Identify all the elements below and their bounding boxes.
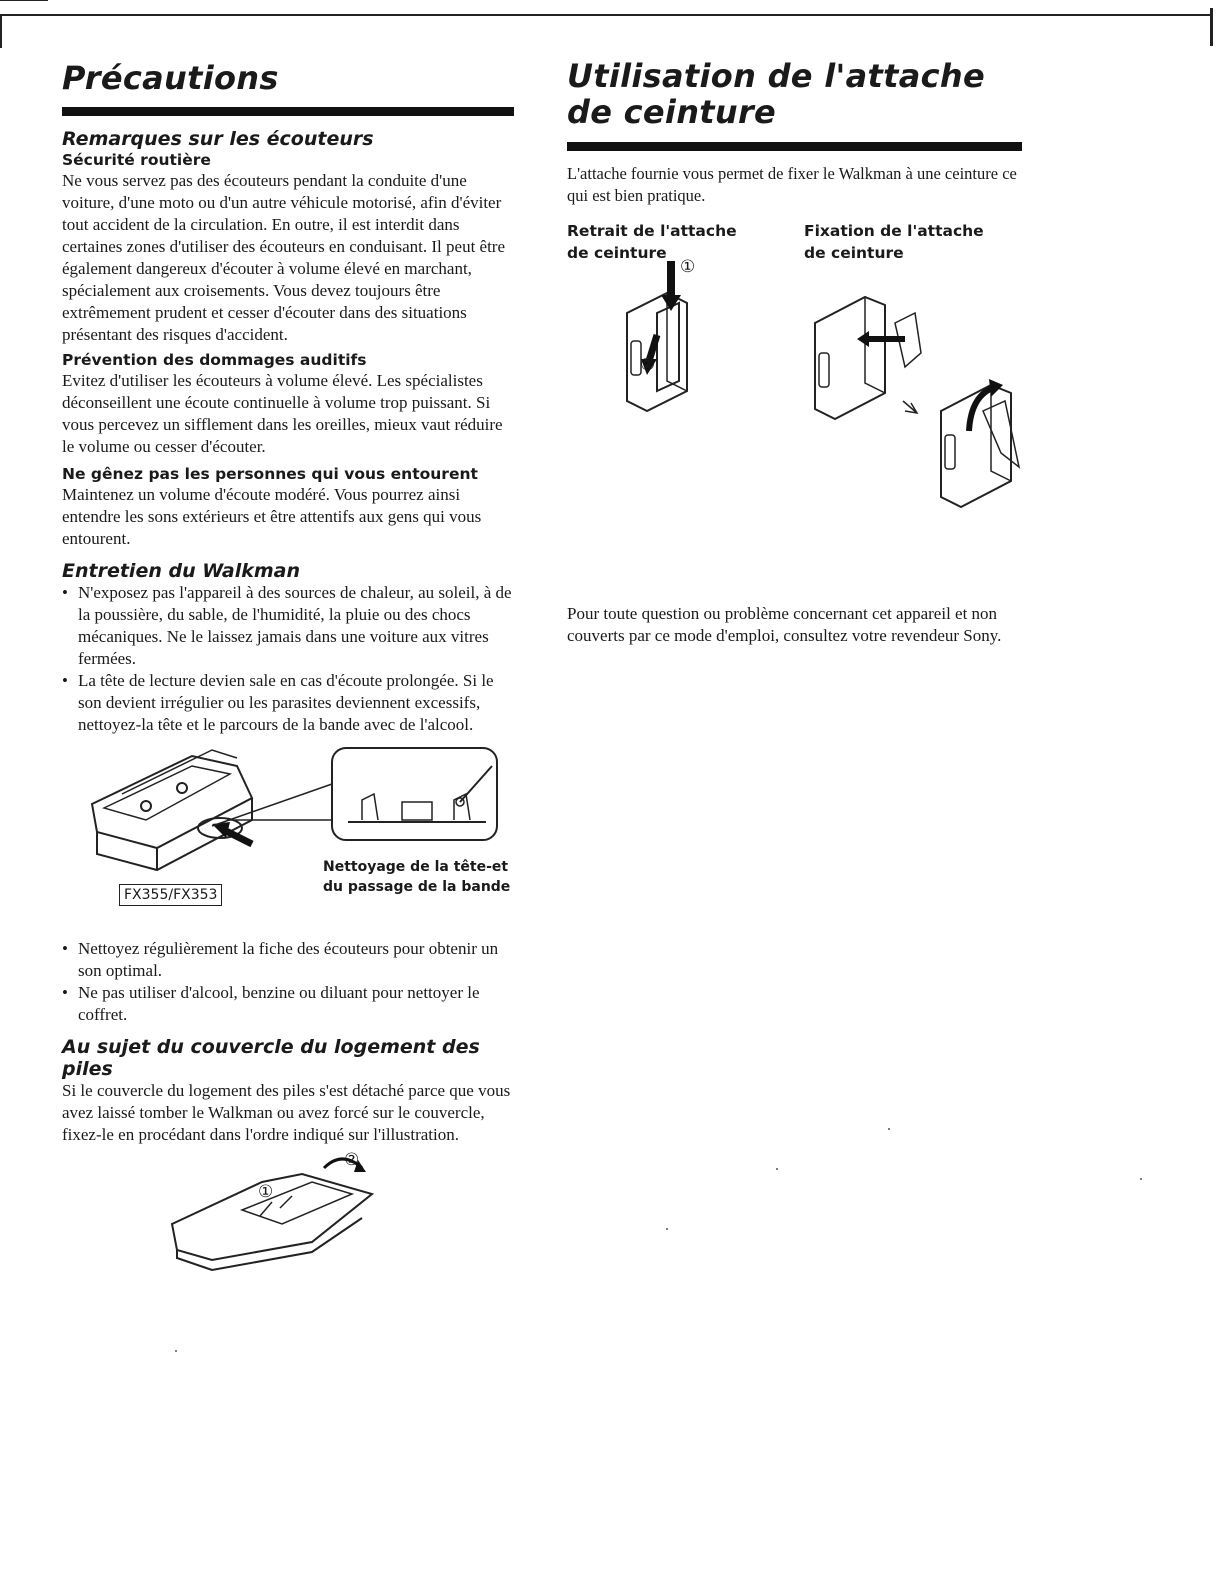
others-heading: Ne gênez pas les personnes qui vous entourent: [62, 465, 478, 483]
road-safety-text: Ne vous servez pas des écouteurs pendant la conduite d'une voiture, d'une moto ou d'un autre véhicule motorisé, afin d'éviter tout accident de la circulation. En outre, il est interdit dans certaines zones d'utiliser des écouteurs en conduisant. Il peut être également dangereux d'écouter à volume élevé en marchant, spécialement aux croisements. Vous devez toujours être extrêmement prudent et cesser d'écouter dans des situations présentant des risques d'accident.: [62, 171, 506, 344]
remove-heading-line2: de ceinture: [567, 244, 667, 262]
hearing-heading: Prévention des dommages auditifs: [62, 351, 367, 369]
battery-cover-heading: Au sujet du couvercle du logement des piles: [62, 1036, 480, 1080]
road-safety-heading: Sécurité routière: [62, 151, 211, 169]
figure-caption-line2: du passage de la bande: [323, 879, 511, 895]
maintenance-heading: Entretien du Walkman: [62, 560, 300, 582]
page-title-belt-clip-line1: Utilisation de l'attache: [567, 57, 985, 95]
others-text: Maintenez un volume d'écoute modéré. Vous pourrez ainsi entendre les sons extérieurs et être attentifs aux gens qui vous entourent.: [62, 485, 482, 548]
clip-attach-illustration-2: [935, 371, 1025, 521]
frame-top-rule: [0, 14, 1212, 16]
battery-cover-text: Si le couvercle du logement des piles s'est détaché parce que vous avez laissé tomber le Walkman ou avez forcé sur le couvercle, fixez-le en procédant dans l'ordre indiqué sur l'illustration.: [62, 1081, 511, 1144]
title-rule: [567, 142, 1022, 151]
list-item: • Nettoyez régulièrement la fiche des écouteurs pour obtenir un son optimal.: [62, 938, 514, 982]
list-item: • Ne pas utiliser d'alcool, benzine ou diluant pour nettoyer le coffret.: [62, 982, 514, 1026]
belt-clip-figures: [567, 221, 1027, 581]
right-column: [567, 52, 1027, 647]
step-2-marker: ②: [344, 1150, 360, 1169]
page-title-precautions: Précautions: [62, 59, 279, 97]
title-rule: [62, 107, 514, 116]
clip-attach-illustration-1: [805, 283, 935, 433]
maintenance-list: [62, 582, 514, 736]
contact-text: Pour toute question ou problème concernant cet appareil et non couverts par ce mode d'emploi, consultez votre revendeur Sony.: [567, 604, 1002, 645]
left-column: [62, 52, 514, 1276]
frame-top-stub: [0, 0, 48, 1]
frame-left-rule: [0, 14, 2, 48]
remove-heading-line1: Retrait de l'attache: [567, 222, 737, 240]
page-title-belt-clip-line2: de ceinture: [567, 93, 777, 131]
clip-removal-illustration: [617, 261, 717, 421]
maintenance-list-after: [62, 938, 514, 1026]
battery-cover-figure: [62, 1146, 514, 1276]
remove-step-1: ①: [680, 257, 696, 276]
attach-heading-line1: Fixation de l'attache: [804, 222, 984, 240]
scan-speck: [776, 1168, 778, 1170]
figure-caption-line1: Nettoyage de la tête-et: [323, 859, 509, 875]
battery-cover-illustration: [62, 1146, 514, 1276]
scan-speck: [888, 1128, 890, 1130]
scan-speck: [1140, 1178, 1142, 1180]
scan-speck: [175, 1350, 177, 1352]
head-cleaning-figure: [62, 736, 514, 932]
list-item: • La tête de lecture devien sale en cas d'écoute prolongée. Si le son devient irrégulier ou les parasites deviennent excessifs, nettoyez-la tête et le parcours de la bande avec de l'alcool.: [62, 670, 514, 736]
headphones-heading: Remarques sur les écouteurs: [62, 128, 374, 150]
attach-heading-line2: de ceinture: [804, 244, 904, 262]
step-1-marker: ①: [258, 1182, 274, 1201]
belt-clip-intro: L'attache fournie vous permet de fixer le Walkman à une ceinture ce qui est bien pratique.: [567, 164, 1017, 205]
hearing-text: Evitez d'utiliser les écouteurs à volume élevé. Les spécialistes déconseillent une écoute continuelle à volume trop puissant. Si vous percevez un sifflement dans les oreilles, mieux vaut réduire le volume ou cesser d'écouter.: [62, 371, 503, 456]
frame-right-rule: [1210, 8, 1213, 46]
model-label: FX355/FX353: [119, 884, 222, 906]
remove-step-2: ②: [640, 355, 656, 374]
scan-speck: [666, 1228, 668, 1230]
list-item: • N'exposez pas l'appareil à des sources de chaleur, au soleil, à de la poussière, du sable, de l'humidité, la pluie ou des chocs mécaniques. Ne le laissez jamais dans une voiture aux vitres fermées.: [62, 582, 514, 670]
